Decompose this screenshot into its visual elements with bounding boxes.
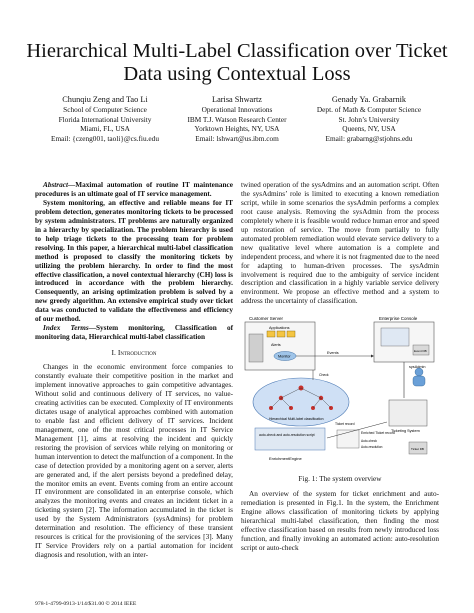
auto-resolution-label: Auto-resolution	[361, 445, 383, 450]
server-tower-icon	[249, 334, 263, 362]
sysadmin-head-icon	[415, 368, 423, 376]
abstract	[35, 181, 233, 199]
author-name: Larisa Shwartz	[212, 95, 262, 104]
author-org: St. John’s University	[338, 114, 400, 124]
author-email: Email: grabarng@stjohns.edu	[325, 133, 413, 143]
index-terms	[35, 324, 233, 342]
enrichment-engine-label: EnrichmentEngine	[269, 456, 302, 462]
left-column	[35, 181, 233, 560]
sysadmin-label: sysAdmin	[409, 365, 426, 370]
index-terms-lead: Index Terms	[43, 324, 89, 333]
ticketing-system-label: Ticketing System	[391, 429, 420, 434]
author-location: Yorktown Heights, NY, USA	[194, 124, 280, 134]
author-email: Email: lshwart@us.ibm.com	[195, 133, 279, 143]
author-org: IBM T.J. Watson Research Center	[187, 114, 287, 124]
body-paragraph: An overview of the system for ticket enrichment and auto-remediation is presented in Fig.1. In the system, the Enrichment Engine allows classification of monitoring tickets by applying hierarchical multi-label classification, then finding the most effective classification based on results from newly introduced loss function, and finally invoking an automated action: auto-resolution script or auto-check	[241, 490, 439, 553]
hmlc-label: Hierarchical Multi-label classification	[269, 417, 324, 422]
author-block	[40, 94, 434, 143]
author-dept: Dept. of Math & Computer Science	[316, 105, 422, 114]
author-2	[172, 94, 302, 143]
author-name: Chunqiu Zeng and Tao Li	[62, 95, 148, 104]
intro-paragraph: Changes in the economic environment force companies to constantly evaluate their competitive position in the market and implement innovative approaches to gain competitive advantages. Without solid and continuous delivery of IT services, no value-creating activities can be executed. Complexity of IT environments dictates usage of analytical approaches combined with automation to enable fast and efficient delivery of IT services. Incident management, one of the most critical processes in IT Service Management [1], aims at resolving the incident and quickly restoring the provision of services while relying on monitoring or human intervention to detect the malfunction of a component. In the case of detection provided by a monitoring agent on a server, alerts are generated and, if the alert persists beyond a predefined delay, the monitor emits an event. Events coming from an entire account IT environment are consolidated in an enterprise console, which analyzes the monitoring events and creates an incident ticket in a ticketing system [2]. The information accumulated in the ticket is used by the System Administrators (sysAdmins) for problem determination and resolution. The efficiency of these transient resources is critical for the provisioning of the services [3]. Many IT Service Providers rely on a partial automation for incident diagnosis and resolution, with an inter-	[35, 363, 233, 560]
console-screen-icon	[381, 328, 409, 346]
abstract-lead: Abstract	[43, 181, 68, 189]
ticket-record-label: Ticket record	[335, 422, 355, 427]
check-label: Check	[319, 373, 329, 378]
ticketing-system-screen	[389, 400, 427, 426]
abstract-text-1: —Maximal automation of routine IT maintenance procedures is an ultimate goal of IT service management.	[35, 181, 233, 198]
sysadmin-body-icon	[413, 376, 425, 386]
ticket-db-label: Ticket DB	[411, 447, 424, 452]
auto-check-label: Auto-check	[361, 439, 377, 444]
enterprise-console-label: Enterprise Console	[379, 316, 418, 322]
paper-title: Hierarchical Multi-Label Classification over Ticket Data using Contextual Loss	[26, 40, 448, 85]
abstract-body: System monitoring, an effective and reliable means for IT problem detection, generates monitoring tickets to be processed by system administrators. IT problems are naturally organized in a hierarchy by specialization. The problem hierarchy is used to help triage tickets to the processing team for problem resolving. In this paper, a hierarchical multi-label classification method is proposed to classify the monitoring tickets by utilizing the problem hierarchy. In order to find the most effective classification, a novel contextual hierarchy (CH) loss is introduced in accordance with the problem hierarchy. Consequently, an arising optimization problem is solved by a new greedy algorithm. An extensive empirical study over ticket data was conducted to validate the effectiveness and efficiency of our method.	[35, 198, 233, 324]
auto-check-script-label: auto-check and auto-resolution script	[259, 433, 315, 438]
author-dept: School of Computer Science	[63, 105, 147, 114]
applications-label: Applications	[269, 326, 290, 331]
section-heading: I. Introduction	[111, 348, 157, 358]
author-3	[304, 94, 434, 143]
right-column	[241, 181, 439, 553]
author-name: Genady Ya. Grabarnik	[331, 95, 407, 104]
body-paragraph: twined operation of the sysAdmins and an automation script. Often the sysAdmins’ role is limited to executing a known remediation script, while in some scenarios the sysAdmin performs a complex root cause analysis. Removing the sysAdmin from the process completely where it is feasible would reduce human error and speed up restoration of service. The move from partially to fully automated problem remediation would elevate service delivery to a new qualitative level where automation is a complete and independent process, and where it is not fragmented due to the need for adapting to human-driven processes. The sysAdmin involvement is required due to the ambiguity of service incident description and classification in a highly variable service delivery environment. We propose an effective method and a system to address the uncertainty of classification.	[241, 181, 439, 306]
enriched-ticket-icon	[337, 430, 359, 448]
event-db-label: Event DB	[414, 349, 427, 354]
customer-server-label: Customer Server	[249, 316, 284, 322]
system-overview-diagram	[241, 312, 439, 472]
author-org: Florida International University	[58, 114, 152, 124]
app-icon-2	[277, 331, 285, 337]
monitor-label: Monitor	[278, 354, 291, 359]
enriched-ticket-label: Enriched Ticket record	[361, 431, 395, 436]
app-icon-3	[287, 331, 295, 337]
events-arrowhead	[371, 355, 374, 358]
index-terms-text: —System monitoring, Classification of monitoring data, Hierarchical multi-label classification	[35, 324, 233, 342]
author-1	[40, 94, 170, 143]
system-overview-figure	[241, 312, 439, 472]
enrichment-engine-box	[255, 428, 325, 450]
author-location: Miami, FL, USA	[80, 124, 130, 134]
author-location: Queens, NY, USA	[342, 124, 396, 134]
events-label: Events	[327, 351, 339, 356]
author-email: Email: {czeng001, taoli}@cs.fiu.edu	[51, 133, 159, 143]
app-icon-1	[267, 331, 275, 337]
figure-caption: Fig. 1: The system overview	[298, 474, 382, 484]
author-dept: Operational Innovations	[201, 105, 273, 114]
alerts-label: Alerts	[271, 343, 281, 348]
copyright-footer: 978-1-4799-0913-1/14/$31.00 © 2014 IEEE	[35, 601, 137, 607]
